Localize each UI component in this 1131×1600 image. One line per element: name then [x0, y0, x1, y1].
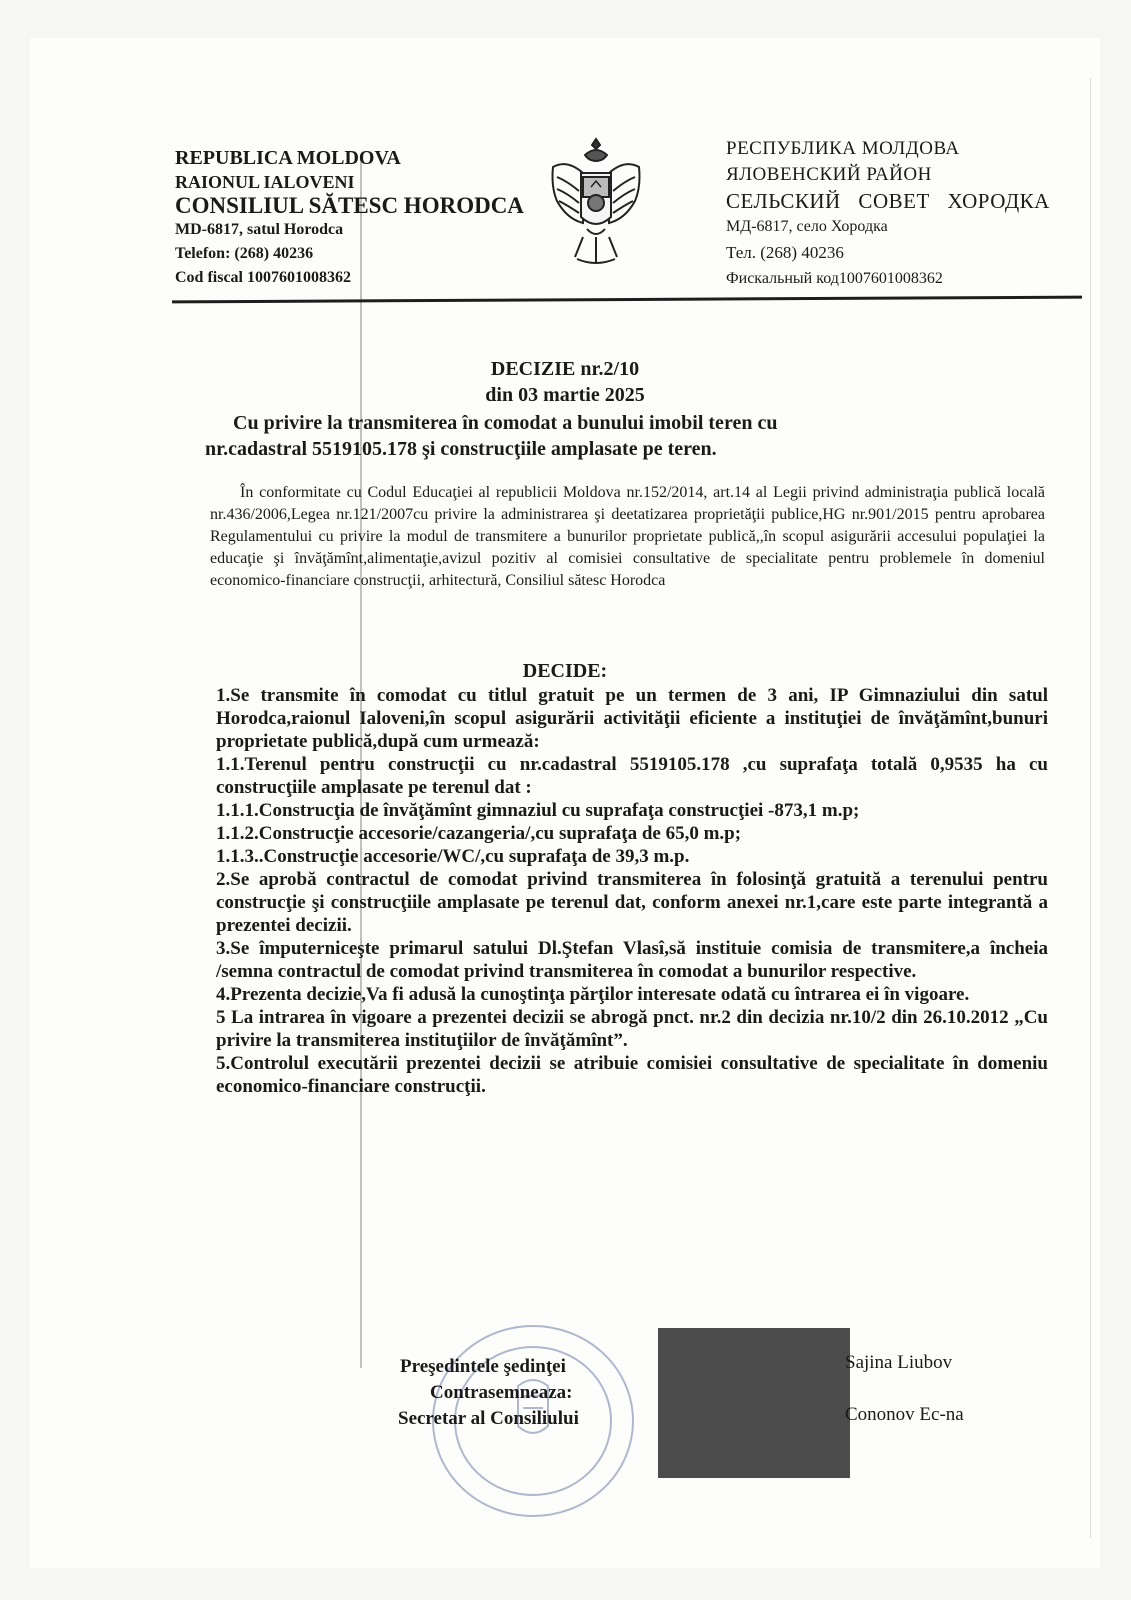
subject-line: nr.cadastral 5519105.178 şi construcţiile amplasate pe teren.: [205, 438, 717, 460]
point-5-repeal: 5 La intrarea în vigoare a prezentei decizii se abrogă pnct. nr.2 din decizia nr.10/2 din 26.10.2012 „Cu privire la transmiterea instituţiilor de învăţămînt”.: [216, 1007, 1048, 1051]
redacted-signature-block: [658, 1328, 850, 1478]
header-council-ru: СЕЛЬСКИЙ СОВЕТ ХОРОДКА: [726, 189, 1050, 213]
point-2: 2.Se aprobă contractul de comodat privind transmiterea în folosinţă gratuită a terenului pentru construcţie şi construcţiile amplasate pe terenul dat, conform anexei nr.1,care este parte integrantă a prezentei decizii.: [216, 869, 1048, 936]
decision-date: din 03 martie 2025: [485, 384, 645, 406]
header-district-ru: ЯЛОВЕНСКИЙ РАЙОН: [726, 164, 932, 185]
point-1-1-1: 1.1.1.Construcţia de învăţămînt gimnaziul cu suprafaţa construcţiei -873,1 m.p;: [216, 800, 860, 821]
header-phone: Telefon: (268) 40236: [175, 245, 314, 262]
header-fiscal-code-ru: Фискальный код1007601008362: [726, 270, 943, 287]
point-1-1: 1.1.Terenul pentru construcţii cu nr.cadastral 5519105.178 ,cu suprafaţa totală 0,9535 ha cu construcţiile amplasate pe terenul dat :: [216, 754, 1048, 798]
document-page: [30, 38, 1100, 1568]
secretary-name: Cononov Ec-na: [845, 1404, 964, 1425]
point-3: 3.Se împuterniceşte primarul satului Dl.Ştefan Vlasî,să instituie comisia de transmitere,a încheia /semna contractul de comodat privind transmiterea în comodat a bunurilor respective.: [216, 938, 1048, 982]
header-country-ru: РЕСПУБЛИКА МОЛДОВА: [726, 138, 960, 159]
header-phone-ru: Тел. (268) 40236: [726, 243, 844, 262]
decision-points: [216, 684, 1048, 1098]
chair-name: Sajina Liubov: [845, 1352, 953, 1373]
preamble-paragraph: [210, 482, 1045, 592]
point-1-1-3: 1.1.3..Construcţie accesorie/WC/,cu suprafaţa de 39,3 m.p.: [216, 846, 690, 867]
decision-title: DECIZIE nr.2/10: [490, 358, 640, 380]
subject-line: Cu privire la transmiterea în comodat a bunului imobil teren cu: [233, 412, 778, 434]
scan-artifact-line: [1090, 78, 1091, 1538]
preamble-text: În conformitate cu Codul Educaţiei al republicii Moldova nr.152/2014, art.14 al Legii privind administraţia publică locală nr.436/2006,Legea nr.121/2007cu privire la administrarea şi deetatizarea proprietăţii publice,HG nr.901/2015 pentru aprobarea Regulamentului cu privire la modul de transmitere a bunurilor proprietate publică,,în scopul asigurării accesului populaţiei la educaţie şi învăţămînt,alimentaţie,avizul pozitiv al comisiei consultative de specialitate pentru problemele în domeniul economico-financiare construcţii, arhitectură, Consiliul sătesc Horodca: [210, 484, 1045, 589]
header-divider: [172, 296, 1082, 304]
point-5-control: 5.Controlul executării prezentei decizii se atribuie comisiei consultative de specialitate în domeniu economico-financiare construcţii.: [216, 1053, 1048, 1097]
header-address-ru: МД-6817, село Хородка: [726, 218, 888, 235]
point-1: 1.Se transmite în comodat cu titlul gratuit pe un termen de 3 ani, IP Gimnaziului din satul Horodca,raionul Ialoveni,în scopul asigurării activităţii eficiente a instituţiei de învăţămînt,bunuri proprietate publică,după cum urmează:: [216, 685, 1048, 752]
header-left-romanian: [175, 146, 524, 290]
secretary-label: Secretar al Consiliului: [398, 1408, 579, 1429]
countersign-label: Contrasemneaza:: [430, 1382, 573, 1403]
point-1-1-2: 1.1.2.Construcţie accesorie/cazangeria/,cu suprafaţa de 65,0 m.p;: [216, 823, 742, 844]
header-council: CONSILIUL SĂTESC HORODCA: [175, 193, 524, 218]
header-fiscal-code: Cod fiscal 1007601008362: [175, 269, 351, 286]
chair-label: Preşedintele şedinţei: [400, 1356, 566, 1377]
decision-subject: [205, 410, 925, 462]
header-address: MD-6817, satul Horodca: [175, 221, 344, 238]
point-4: 4.Prezenta decizie,Va fi adusă la cunoştinţa părţilor interesate odată cu întrarea ei în vigoare.: [216, 984, 970, 1005]
moldova-coat-of-arms-icon: [547, 133, 645, 273]
header-country: REPUBLICA MOLDOVA: [175, 147, 401, 169]
header-right-russian: [726, 136, 1050, 292]
header-district: RAIONUL IALOVENI: [175, 172, 355, 192]
decide-heading: DECIDE:: [522, 660, 608, 682]
